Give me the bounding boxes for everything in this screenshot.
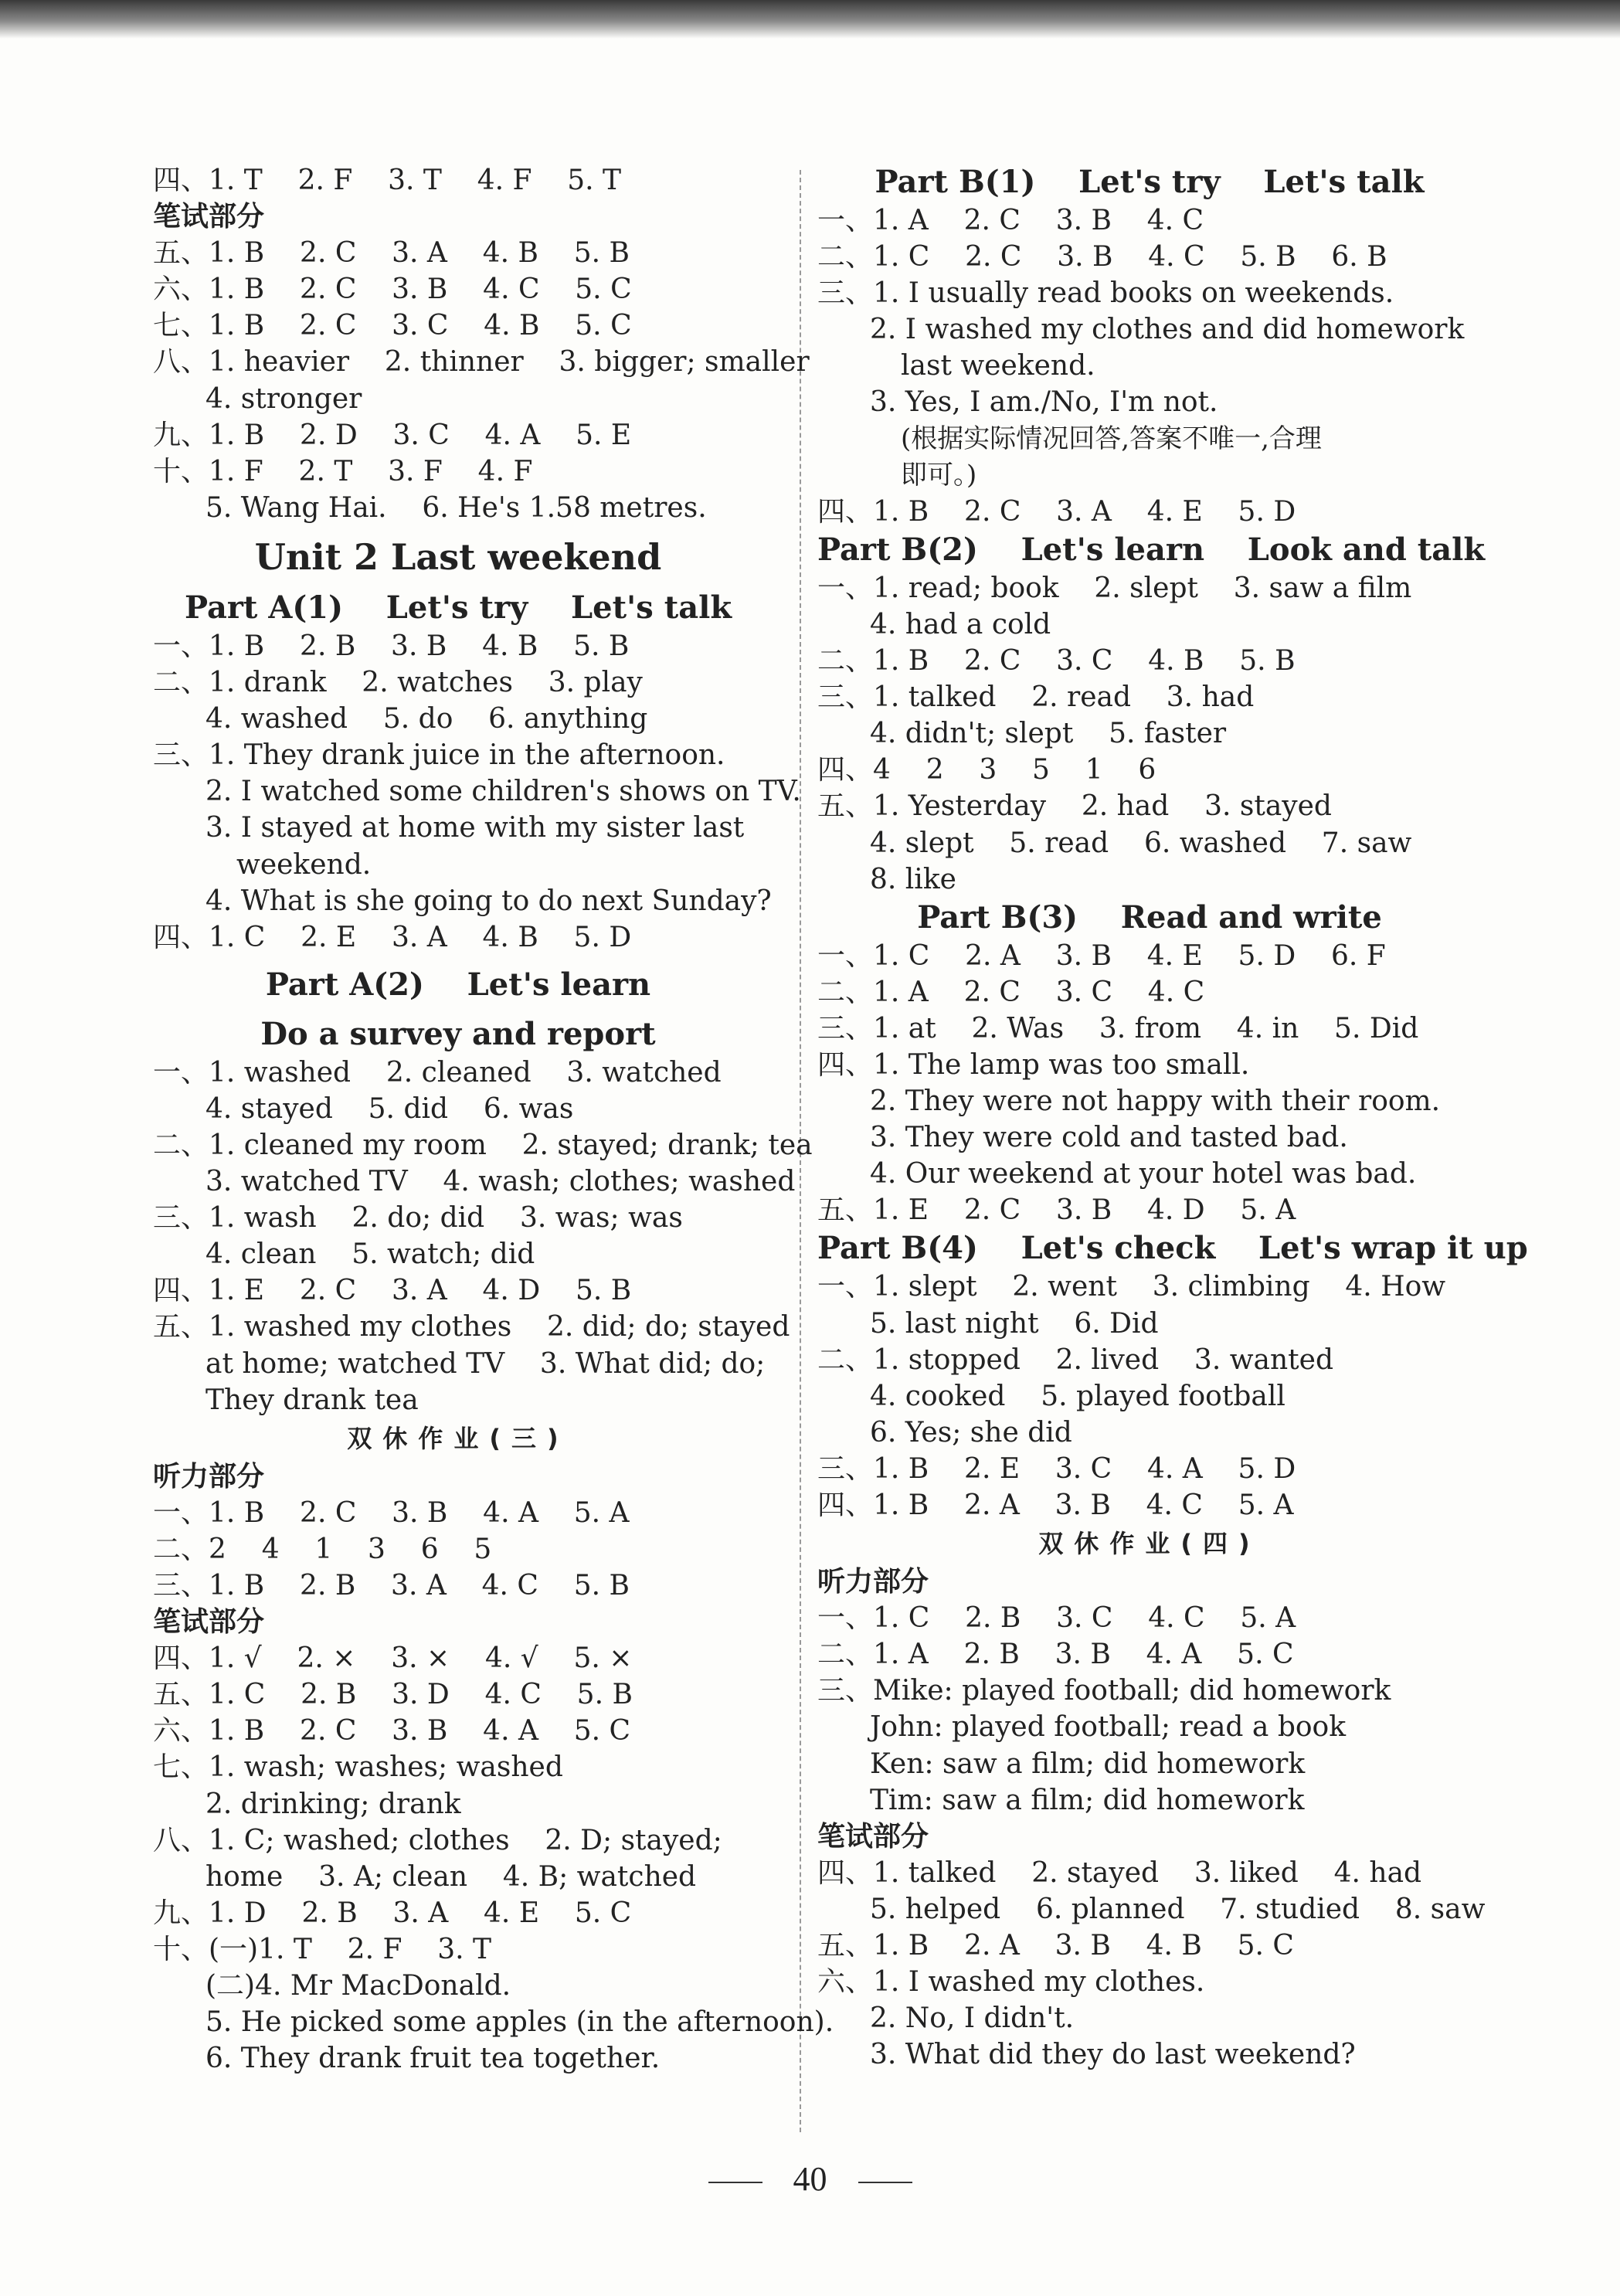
answer-line (153, 1309, 817, 1345)
answer-line (817, 1010, 1482, 1047)
answer-text: 1. B 2. C 3. B 4. A 5. C (209, 1715, 631, 1747)
answer-line (153, 1495, 817, 1531)
answer-line (153, 1200, 817, 1236)
answer-line (153, 1749, 817, 1785)
question-number: 五、 (153, 1679, 209, 1711)
answer-text: 1. The lamp was too small. (873, 1048, 1250, 1081)
question-number: 八、 (153, 346, 209, 379)
answer-continuation: John: played football; read a book (870, 1711, 1347, 1744)
question-number: 三、 (153, 739, 209, 772)
page-number-dash-right (858, 2182, 912, 2183)
question-number: 四、 (817, 495, 874, 528)
answer-text: 1. F 2. T 3. F 4. F (209, 455, 533, 487)
answer-text: 1. B 2. C 3. A 4. E 5. D (873, 495, 1296, 528)
answer-text: 1. I washed my clothes. (873, 1966, 1205, 1999)
answer-text: 1. C 2. C 3. B 4. C 5. B 6. B (873, 241, 1387, 273)
question-number: 二、 (153, 1533, 209, 1565)
answer-line (817, 1927, 1482, 1964)
weekend-homework-4-title: 双休作业(四) (1038, 1529, 1261, 1559)
page-number-value: 40 (793, 2160, 827, 2198)
page-number-dash-left (708, 2182, 762, 2183)
answer-continuation: 6. They drank fruit tea together. (205, 2043, 661, 2075)
question-number: 八、 (153, 1824, 209, 1856)
answer-text: 1. A 2. C 3. B 4. C (873, 205, 1204, 236)
answer-line (817, 570, 1482, 606)
part-b4-title: Part B(4) Let's check Let's wrap it up (817, 1230, 1528, 1267)
part-b3-answers (817, 938, 1482, 1229)
answer-line (153, 1676, 817, 1713)
answer-text: 1. read; book 2. slept 3. saw a film (873, 572, 1412, 604)
answer-continuation: 5. last night 6. Did (870, 1307, 1159, 1340)
part-b1-answers (817, 202, 1482, 530)
answer-line (817, 1269, 1482, 1305)
question-number: 一、 (153, 1056, 209, 1089)
answer-continuation: 2. No, I didn't. (870, 2002, 1075, 2035)
question-number: 四、 (153, 165, 209, 196)
answer-line (153, 1822, 817, 1859)
answer-text: 1. B 2. C 3. A 4. B 5. B (209, 237, 630, 270)
answer-text: 1. B 2. C 3. B 4. A 5. A (209, 1496, 630, 1529)
answer-line (153, 1713, 817, 1749)
question-number: 三、 (817, 1452, 874, 1485)
question-number: 二、 (817, 645, 874, 678)
answer-continuation: They drank tea (205, 1384, 419, 1416)
answer-continuation: 4. stayed 5. did 6. was (205, 1092, 574, 1125)
answer-continuation: 8. like (870, 863, 956, 895)
answer-continuation: 2. I watched some children's shows on TV. (205, 776, 801, 808)
part-b3-title: Part B(3) Read and write (917, 898, 1382, 936)
answer-line (153, 1055, 817, 1091)
answer-line (817, 679, 1482, 715)
part-b2-title: Part B(2) Let's learn Look and talk (817, 531, 1486, 568)
question-number: 四、 (817, 1856, 874, 1889)
question-number: 六、 (153, 273, 209, 306)
answer-continuation: 2. They were not happy with their room. (870, 1085, 1441, 1118)
answer-text: 1. E 2. C 3. A 4. D 5. B (209, 1275, 632, 1307)
answer-text: 1. C 2. B 3. C 4. C 5. A (873, 1602, 1296, 1635)
answer-text: 1. They drank juice in the afternoon. (209, 739, 725, 772)
question-number: 三、 (817, 681, 874, 714)
answer-continuation: 4. washed 5. do 6. anything (205, 703, 648, 735)
question-number: 一、 (817, 572, 874, 604)
answer-text: 1. √ 2. × 3. × 4. √ 5. × (209, 1642, 633, 1675)
question-number: 一、 (817, 205, 874, 236)
answer-continuation: 3. I stayed at home with my sister last (205, 812, 745, 844)
answer-text: 1. C; washed; clothes 2. D; stayed; (209, 1824, 722, 1856)
answer-line (817, 494, 1482, 530)
answer-text: 1. C 2. E 3. A 4. B 5. D (209, 921, 632, 953)
answer-text: 1. slept 2. went 3. climbing 4. How (873, 1271, 1446, 1303)
answer-line (153, 344, 817, 380)
answer-continuation: Tim: saw a film; did homework (870, 1784, 1305, 1816)
answer-continuation: (二)4. Mr MacDonald. (205, 1970, 511, 2002)
answer-line (153, 162, 817, 199)
page-number (0, 2159, 1620, 2199)
question-number: 四、 (817, 1048, 874, 1081)
part-a2-title: Part A(2) Let's learn (265, 966, 651, 1003)
answer-line (153, 664, 817, 701)
question-number: 六、 (153, 1715, 209, 1747)
section-heading: 听力部分 (153, 1460, 265, 1493)
answer-text: 1. B 2. C 3. C 4. B 5. B (873, 645, 1296, 678)
answer-line (817, 1451, 1482, 1487)
answer-line (153, 919, 817, 956)
answer-line (817, 1855, 1482, 1891)
answer-text: 1. stopped 2. lived 3. wanted (873, 1343, 1333, 1376)
question-number: 三、 (153, 1202, 209, 1235)
answer-line (153, 1531, 817, 1567)
answer-line (153, 235, 817, 271)
unit-title: Unit 2 Last weekend (254, 535, 662, 578)
section-heading: 笔试部分 (153, 1606, 265, 1639)
question-number: 五、 (817, 790, 874, 823)
answer-continuation: 4. didn't; slept 5. faster (870, 718, 1227, 750)
answer-line (817, 1600, 1482, 1636)
left-top-answers (153, 162, 817, 526)
weekend-homework-4-answers (817, 1564, 1486, 2073)
question-number: 二、 (817, 1639, 874, 1671)
answer-continuation: 4. Our weekend at your hotel was bad. (870, 1158, 1417, 1190)
answer-continuation: (根据实际情况回答,答案不唯一,合理 (901, 423, 1322, 454)
answer-line (153, 307, 817, 344)
question-number: 五、 (153, 1311, 209, 1343)
answer-line (153, 417, 817, 453)
answer-continuation: 即可。) (901, 459, 977, 491)
answer-line (817, 1192, 1482, 1228)
question-number: 五、 (817, 1930, 874, 1962)
answer-continuation: 4. cooked 5. played football (870, 1380, 1285, 1412)
answer-text: 2 4 1 3 6 5 (209, 1533, 492, 1565)
question-number: 三、 (817, 1012, 874, 1044)
answer-line (153, 453, 817, 490)
answer-line (153, 1931, 817, 1968)
answer-text: 1. talked 2. stayed 3. liked 4. had (873, 1856, 1422, 1889)
question-number: 十、 (153, 455, 209, 487)
answer-continuation: at home; watched TV 3. What did; do; (205, 1347, 766, 1380)
left-column (153, 162, 834, 2077)
part-b4-answers (817, 1269, 1482, 1523)
answer-continuation: 5. Wang Hai. 6. He's 1.58 metres. (205, 491, 707, 524)
answer-line (153, 1567, 817, 1604)
answer-line (153, 1895, 817, 1931)
answer-text: (一)1. T 2. F 3. T (209, 1933, 492, 1965)
answer-continuation: 4. had a cold (870, 608, 1051, 640)
answer-text: 1. C 2. A 3. B 4. E 5. D 6. F (873, 939, 1386, 972)
answer-text: 4 2 3 5 1 6 (873, 754, 1156, 786)
question-number: 二、 (153, 1129, 209, 1161)
answer-line (817, 974, 1482, 1010)
answer-line (817, 1636, 1482, 1673)
answer-text: 1. B 2. A 3. B 4. C 5. A (873, 1489, 1294, 1521)
answer-text: 1. A 2. B 3. B 4. A 5. C (873, 1639, 1294, 1671)
question-number: 五、 (817, 1194, 874, 1227)
answer-text: 1. D 2. B 3. A 4. E 5. C (209, 1897, 632, 1929)
answer-line (153, 1272, 817, 1309)
answer-text: 1. B 2. D 3. C 4. A 5. E (209, 419, 632, 451)
answer-continuation: last weekend. (901, 350, 1095, 382)
answer-text: 1. B 2. B 3. B 4. B 5. B (209, 630, 630, 662)
answer-text: 1. heavier 2. thinner 3. bigger; smaller (209, 346, 810, 379)
answer-continuation: 5. helped 6. planned 7. studied 8. saw (870, 1893, 1486, 1925)
question-number: 七、 (153, 310, 209, 342)
answer-continuation: 3. watched TV 4. wash; clothes; washed (205, 1166, 796, 1198)
scan-top-edge (0, 0, 1620, 39)
right-column (817, 162, 1528, 2073)
answer-text: 1. wash 2. do; did 3. was; was (209, 1202, 683, 1235)
answer-line (817, 938, 1482, 974)
answer-line (153, 271, 817, 307)
answer-continuation: Ken: saw a film; did homework (870, 1747, 1306, 1780)
answer-continuation: 3. They were cold and tasted bad. (870, 1122, 1348, 1154)
answer-continuation: 3. What did they do last weekend? (870, 2039, 1356, 2071)
question-number: 一、 (817, 1271, 874, 1303)
answer-text: 1. cleaned my room 2. stayed; drank; tea (209, 1129, 813, 1161)
answer-line (817, 1487, 1482, 1523)
answer-text: Mike: played football; did homework (873, 1675, 1391, 1707)
answer-line (817, 1047, 1482, 1083)
answer-text: 1. C 2. B 3. D 4. C 5. B (209, 1679, 633, 1711)
answer-line (817, 1673, 1482, 1709)
section-heading: 笔试部分 (153, 201, 265, 233)
question-number: 三、 (153, 1570, 209, 1601)
answer-line (817, 643, 1482, 679)
question-number: 二、 (817, 976, 874, 1008)
question-number: 六、 (817, 1966, 874, 1999)
part-b2-answers (817, 570, 1482, 898)
answer-text: 1. wash; washes; washed (209, 1751, 563, 1784)
part-a1-answers (153, 628, 817, 956)
question-number: 四、 (817, 1489, 874, 1521)
answer-text: 1. E 2. C 3. B 4. D 5. A (873, 1194, 1296, 1227)
answer-text: 1. Yesterday 2. had 3. stayed (873, 790, 1332, 823)
answer-continuation: 3. Yes, I am./No, I'm not. (870, 386, 1218, 419)
answer-text: 1. at 2. Was 3. from 4. in 5. Did (873, 1012, 1419, 1044)
answer-continuation: 5. He picked some apples (in the afternoon). (205, 2006, 834, 2039)
answer-text: 1. washed 2. cleaned 3. watched (209, 1056, 722, 1089)
question-number: 十、 (153, 1933, 209, 1965)
answer-continuation: 4. stronger (205, 382, 362, 415)
answer-text: 1. A 2. C 3. C 4. C (873, 976, 1205, 1008)
answer-line (153, 628, 817, 664)
question-number: 九、 (153, 1897, 209, 1929)
answer-continuation: weekend. (236, 848, 372, 881)
answer-text: 1. T 2. F 3. T 4. F 5. T (209, 165, 622, 196)
answer-continuation: 6. Yes; she did (870, 1416, 1072, 1449)
question-number: 二、 (817, 1343, 874, 1376)
answer-continuation: 4. What is she going to do next Sunday? (205, 885, 772, 917)
answer-continuation: home 3. A; clean 4. B; watched (205, 1860, 697, 1893)
part-b1-title: Part B(1) Let's try Let's talk (875, 164, 1425, 200)
part-a2-answers (153, 1055, 817, 1418)
question-number: 五、 (153, 237, 209, 270)
question-number: 四、 (153, 1275, 209, 1307)
question-number: 四、 (153, 1642, 209, 1675)
weekend-homework-3-title: 双休作业(三) (347, 1423, 569, 1453)
question-number: 一、 (817, 939, 874, 972)
answer-line (817, 1342, 1482, 1378)
answer-text: 1. B 2. C 3. C 4. B 5. C (209, 310, 632, 342)
answer-continuation: 2. drinking; drank (205, 1788, 461, 1820)
answer-continuation: 2. I washed my clothes and did homework (870, 314, 1465, 346)
answer-text: 1. B 2. B 3. A 4. C 5. B (209, 1570, 630, 1601)
answer-text: 1. B 2. C 3. B 4. C 5. C (209, 273, 632, 306)
question-number: 九、 (153, 419, 209, 451)
question-number: 二、 (817, 241, 874, 273)
question-number: 一、 (153, 1496, 209, 1529)
answer-line (153, 737, 817, 773)
question-number: 一、 (153, 630, 209, 662)
question-number: 二、 (153, 667, 209, 699)
question-number: 七、 (153, 1751, 209, 1784)
answer-line (817, 275, 1482, 311)
weekend-homework-3-answers (153, 1459, 834, 2077)
answer-line (817, 202, 1482, 239)
answer-text: 1. B 2. E 3. C 4. A 5. D (873, 1452, 1296, 1485)
answer-text: 1. B 2. A 3. B 4. B 5. C (873, 1930, 1294, 1962)
answer-line (153, 1640, 817, 1676)
answer-continuation: 4. clean 5. watch; did (205, 1238, 535, 1271)
answer-line (817, 239, 1482, 275)
question-number: 四、 (817, 754, 874, 786)
question-number: 一、 (817, 1602, 874, 1635)
answer-line (817, 752, 1482, 788)
question-number: 三、 (817, 277, 874, 310)
answer-line (817, 788, 1482, 824)
answer-line (817, 1964, 1482, 2000)
answer-text: 1. talked 2. read 3. had (873, 681, 1255, 714)
answer-text: 1. washed my clothes 2. did; do; stayed (209, 1311, 790, 1343)
answer-text: 1. I usually read books on weekends. (873, 277, 1394, 310)
section-heading: 笔试部分 (817, 1820, 929, 1853)
part-a1-title: Part A(1) Let's try Let's talk (184, 589, 732, 626)
answer-continuation: 4. slept 5. read 6. washed 7. saw (870, 827, 1412, 859)
answer-line (153, 1127, 817, 1163)
section-heading: 听力部分 (817, 1566, 929, 1598)
part-a2-subtitle: Do a survey and report (260, 1015, 656, 1052)
answer-text: 1. drank 2. watches 3. play (209, 667, 643, 699)
question-number: 四、 (153, 921, 209, 953)
question-number: 三、 (817, 1675, 874, 1707)
